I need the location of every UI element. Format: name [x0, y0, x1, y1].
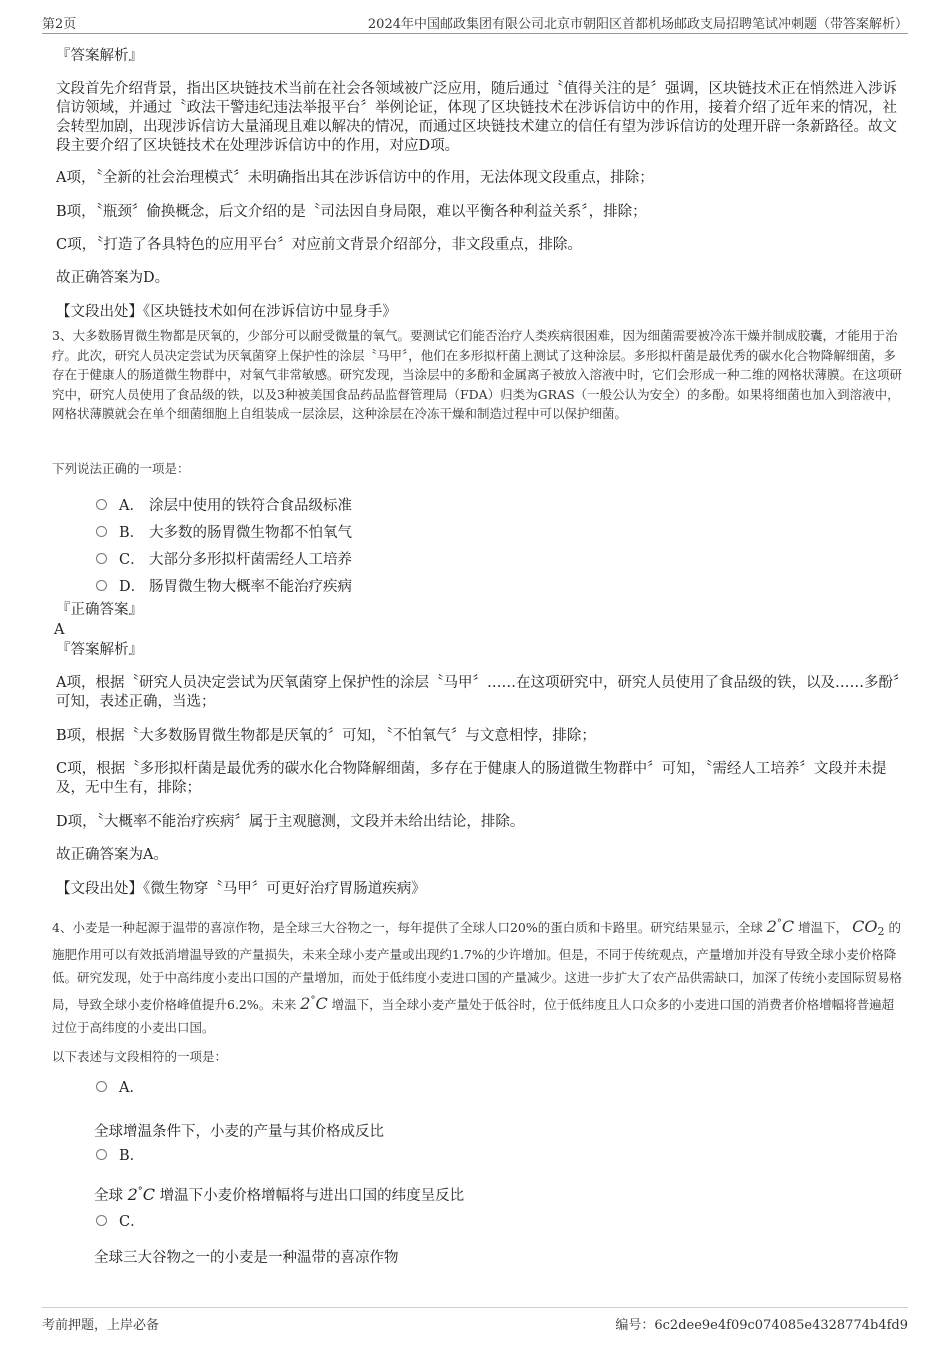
- radio-icon[interactable]: [96, 1215, 107, 1226]
- q3-analysis-label: 『答案解析』: [56, 642, 143, 658]
- q4-option-a-text: 全球增温条件下，小麦的产量与其价格成反比: [94, 1124, 384, 1140]
- q2-analysis-text: 文段首先介绍背景，指出区块链技术当前在社会各领域被广泛应用，随后通过〝值得关注的是〞强调，区块链技术正在悄然进入涉诉信访领域，并通过〝政法干警违纪违法举报平台〞举例论证，体现了区块链技术在涉诉信访中的作用，接着介绍了近年来的情况，社会转型加剧，出现涉诉信访大量涌现且难以解决的情况，而通过区块链技术建立的信任有望为涉诉信访的处理开辟一条新路径。故文段主要介绍了区块链技术在处理涉诉信访中的作用，对应D项。: [56, 81, 897, 154]
- q3-option-c[interactable]: C． 大部分多形拟杆菌需经人工培养: [96, 545, 352, 572]
- q3-answer: A: [54, 622, 65, 638]
- q2-option-a-analysis: A项，〝全新的社会治理模式〞未明确指出其在涉诉信访中的作用，无法体现文段重点，排除；: [56, 170, 654, 186]
- q3-options: [96, 491, 352, 599]
- q2-option-c-analysis: C项，〝打造了各具特色的应用平台〞对应前文背景介绍部分，非文段重点，排除。: [56, 237, 582, 253]
- q3-option-d-analysis: D项，〝大概率不能治疗疾病〞属于主观臆测，文段并未给出结论，排除。: [56, 814, 525, 830]
- radio-icon[interactable]: [96, 526, 107, 537]
- q2-analysis-label: 『答案解析』: [56, 48, 143, 64]
- temperature-formula: 2°C: [300, 994, 328, 1013]
- page-header: [42, 11, 908, 34]
- q4-option-a[interactable]: A．: [96, 1076, 144, 1097]
- footer-slogan: 考前押题，上岸必备: [42, 1318, 160, 1333]
- q3-option-a-analysis: A项，根据〝研究人员决定尝试为厌氧菌穿上保护性的涂层〝马甲〞……在这项研究中，研究人员使用了食品级的铁，以及……多酚〞可知，表述正确，当选；: [56, 675, 901, 710]
- q4-option-b[interactable]: B．: [96, 1144, 144, 1165]
- q4-option-b-text: 全球 2°C 增温下小麦价格增幅将与进出口国的纬度呈反比: [94, 1185, 465, 1204]
- q4-option-c-text: 全球三大谷物之一的小麦是一种温带的喜凉作物: [94, 1250, 399, 1266]
- q3-source: 【文段出处】《微生物穿〝马甲〞可更好治疗胃肠道疾病》: [56, 881, 426, 897]
- q4-prompt: 以下表述与文段相符的一项是：: [52, 1049, 228, 1064]
- footer-serial: 编号：6c2dee9e4f09c074085e4328774b4fd9: [615, 1318, 908, 1333]
- q3-conclusion: 故正确答案为A。: [56, 847, 168, 863]
- document-title: 2024年中国邮政集团有限公司北京市朝阳区首都机场邮政支局招聘笔试冲刺题（带答案解析）: [367, 17, 908, 32]
- radio-icon[interactable]: [96, 580, 107, 591]
- radio-icon[interactable]: [96, 553, 107, 564]
- q2-source: 【文段出处】《区块链技术如何在涉诉信访中显身手》: [56, 304, 397, 320]
- q3-option-b[interactable]: B． 大多数的肠胃微生物都不怕氧气: [96, 518, 352, 545]
- q3-option-d[interactable]: D． 肠胃微生物大概率不能治疗疾病: [96, 572, 352, 599]
- q2-conclusion: 故正确答案为D。: [56, 270, 170, 286]
- radio-icon[interactable]: [96, 1149, 107, 1160]
- q3-option-a[interactable]: A． 涂层中使用的铁符合食品级标准: [96, 491, 352, 518]
- q3-option-b-analysis: B项，根据〝大多数肠胃微生物都是厌氧的〞可知，〝不怕氧气〞与文意相悖，排除；: [56, 728, 596, 744]
- temperature-formula: 2°C: [127, 1185, 156, 1204]
- q3-answer-label: 『正确答案』: [56, 602, 143, 618]
- temperature-formula: 2°C: [766, 917, 795, 936]
- q4-option-c[interactable]: C．: [96, 1210, 145, 1231]
- q3-prompt: 下列说法正确的一项是：: [52, 461, 190, 476]
- q4-stem: 4、小麦是一种起源于温带的喜凉作物，是全球三大谷物之一，每年提供了全球人口20%的蛋白质和卡路里。研究结果显示，全球 2°C 增温下， $CO_2$ 的施肥作用可以有效抵消增温导致的产量损失，未来全球小麦产量或出现约1.7%的少许增加。但是，不同于传统观点，产量增加并没有导致全球小麦价格降低。研究发现，处于中高纬度小麦出口国的产量增加，而处于低纬度小麦进口国的产量减少。这进一步扩大了农产品供需缺口，加深了传统小麦国际贸易格局，导致全球小麦价格峰值提升6.2%。未来 2°C 增温下，当全球小麦产量处于低谷时，位于低纬度且人口众多的小麦进口国的消费者价格增幅将普遍超过位于高纬度的小麦出口国。: [52, 917, 903, 1035]
- q3-stem: 3、大多数肠胃微生物都是厌氧的，少部分可以耐受微量的氧气。要测试它们能否治疗人类疾病很困难，因为细菌需要被冷冻干燥并制成胶囊，才能用于治疗。此次，研究人员决定尝试为厌氧菌穿上保护性的涂层〝马甲〞，他们在多形拟杆菌上测试了这种涂层。多形拟杆菌是最优秀的碳水化合物降解细菌，多存在于健康人的肠道微生物群中，对氧气非常敏感。研究发现，当涂层中的多酚和金属离子被放入溶液中时，它们会形成一种二维的网格状薄膜。在这项研究中，研究人员使用了食品级的铁，以及3种被美国食品药品监督管理局（FDA）归类为GRAS（一般公认为安全）的多酚。如果将细菌也加入到溶液中，网格状薄膜就会在单个细菌细胞上自组装成一层涂层，这种涂层在冷冻干燥和制造过程中可以保护细菌。: [52, 328, 903, 421]
- radio-icon[interactable]: [96, 1081, 107, 1092]
- page-number: 第2页: [42, 17, 77, 32]
- radio-icon[interactable]: [96, 499, 107, 510]
- q3-option-c-analysis: C项，根据〝多形拟杆菌是最优秀的碳水化合物降解细菌，多存在于健康人的肠道微生物群中〞可知，〝需经人工培养〞文段并未提及，无中生有，排除；: [56, 761, 887, 796]
- page-footer: [42, 1307, 908, 1333]
- q2-option-b-analysis: B项，〝瓶颈〞偷换概念，后文介绍的是〝司法因自身局限，难以平衡各种利益关系〞，排除；: [56, 204, 647, 220]
- co2-formula: $CO_2$: [852, 917, 885, 938]
